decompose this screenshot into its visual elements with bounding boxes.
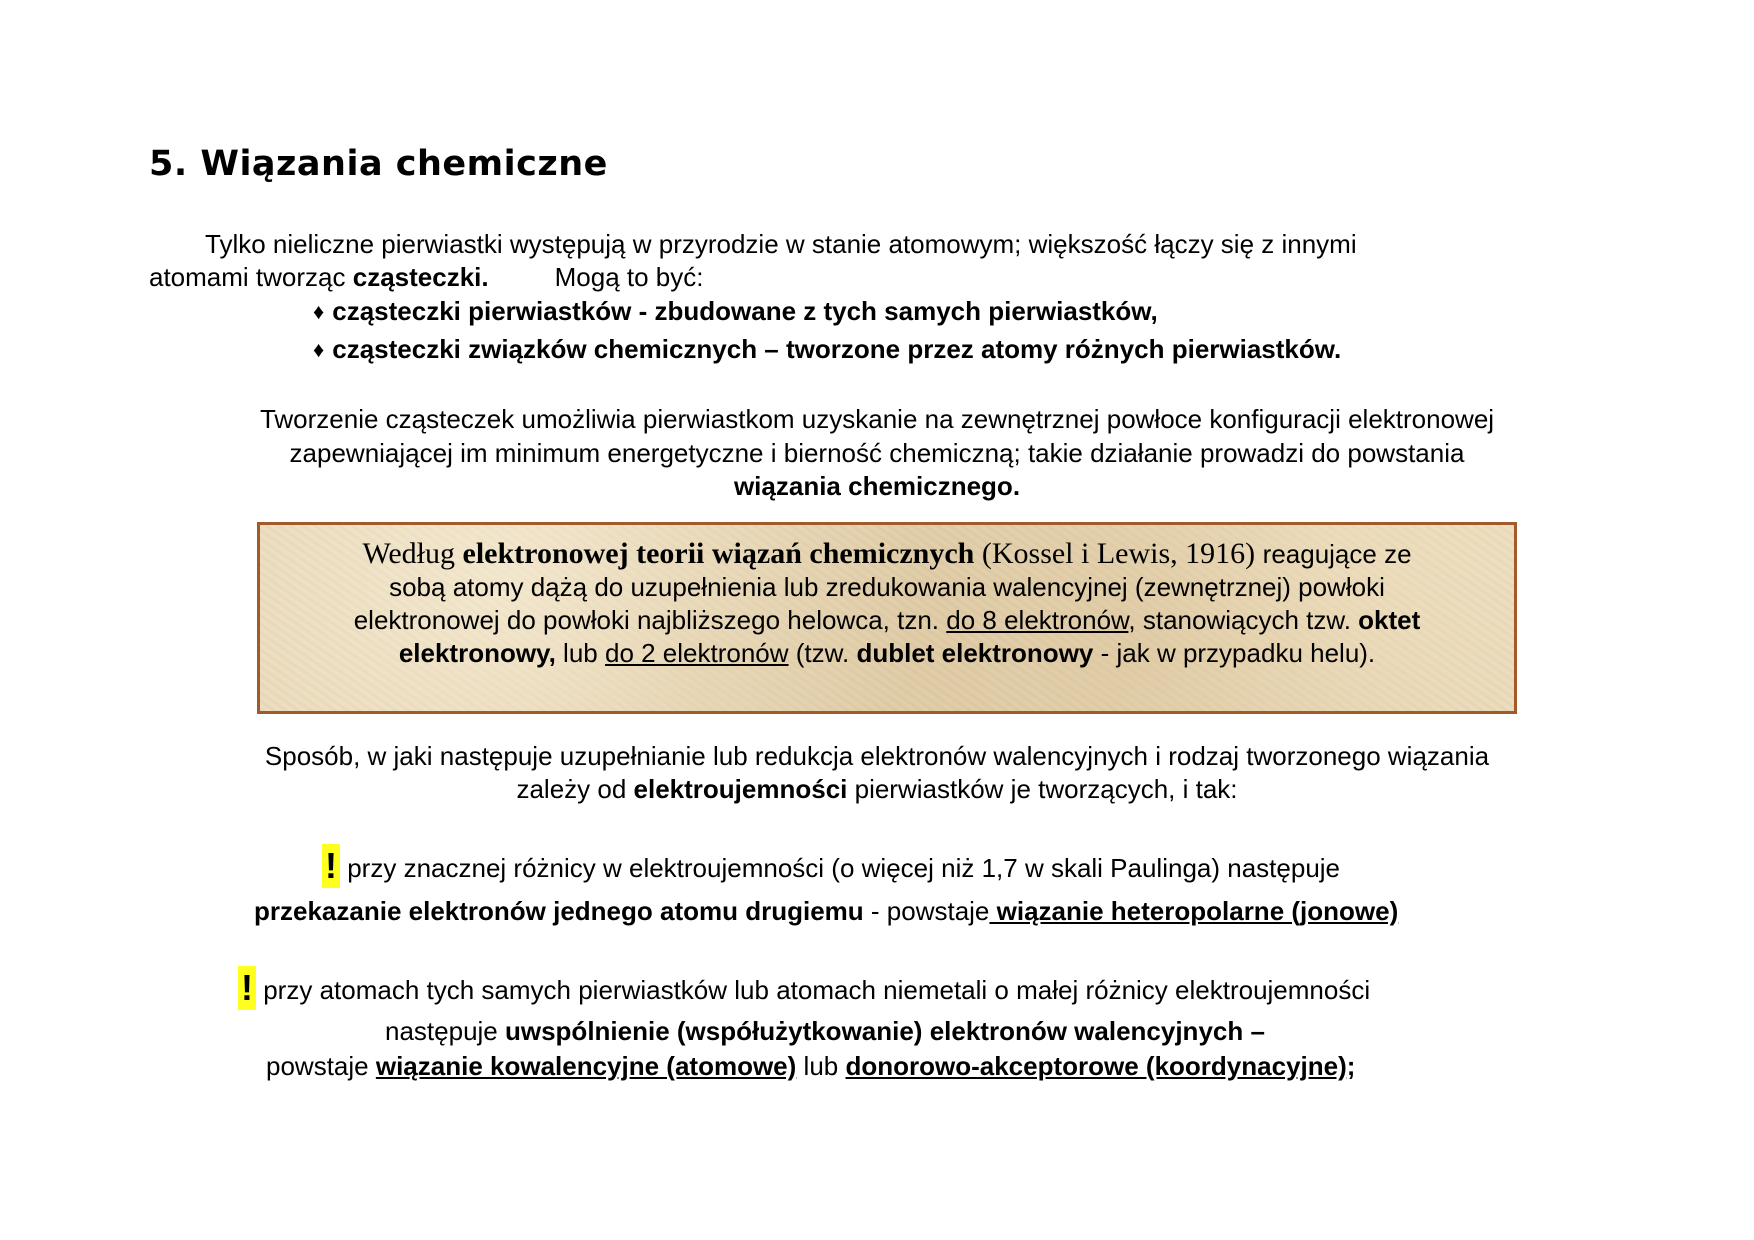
para2-line-2: zapewniającej im minimum energetyczne i bierność chemiczną; takie działanie prowadzi do powstania [289, 438, 1465, 468]
intro-line-2: atomami tworząc cząsteczki. Mogą to być: [149, 262, 704, 292]
theory-box [257, 522, 1517, 714]
bullet-item: ♦ cząsteczki pierwiastków - zbudowane z tych samych pierwiastków, [313, 296, 1158, 326]
box-line-1: Według elektronowej teorii wiązań chemicznych (Kossel i Lewis, 1916) reagujące ze [362, 537, 1412, 570]
box-line-3: elektronowej do powłoki najbliższego helowca, tzn. do 8 elektronów, stanowiących tzw. oktet [353, 605, 1421, 635]
box-line-2: sobą atomy dążą do uzupełnienia lub zredukowania walencyjnej (zewnętrznej) powłoki [389, 572, 1385, 602]
intro-line-1: Tylko nieliczne pierwiastki występują w przyrodzie w stanie atomowym; większość łączy się z innymi [205, 229, 1357, 259]
box-line-4: elektronowy, lub do 2 elektronów (tzw. dublet elektronowy - jak w przypadku helu). [398, 638, 1376, 668]
keyword-czasteczki: cząsteczki. [352, 262, 489, 292]
bullet-item: ♦ cząsteczki związków chemicznych – tworzone przez atomy różnych pierwiastków. [313, 334, 1342, 364]
para2-line-3: wiązania chemicznego. [733, 471, 1021, 501]
point2-line-1: ! przy atomach tych samych pierwiastków lub atomach niemetali o małej różnicy elektroujemności [238, 970, 1370, 1014]
para3-line-1: Sposób, w jaki następuje uzupełnianie lub redukcja elektronów walencyjnych i rodzaj tworzonego wiązania [264, 741, 1490, 771]
exclamation-icon: ! [238, 966, 256, 1010]
point1-line-2: przekazanie elektronów jednego atomu drugiemu - powstaje wiązanie heteropolarne (jonowe) [254, 896, 1399, 926]
diamond-bullet-icon: ♦ [313, 299, 325, 324]
exclamation-icon: ! [322, 844, 340, 888]
para2-line-1: Tworzenie cząsteczek umożliwia pierwiastkom uzyskanie na zewnętrznej powłoce konfiguracji elektronowej [259, 404, 1495, 434]
point1-line-1: ! przy znacznej różnicy w elektroujemności (o więcej niż 1,7 w skali Paulinga) następuje [322, 848, 1340, 892]
diamond-bullet-icon: ♦ [313, 337, 325, 362]
point2-line-2: następuje uwspólnienie (współużytkowanie) elektronów walencyjnych – [385, 1016, 1265, 1046]
para3-line-2: zależy od elektroujemności pierwiastków je tworzących, i tak: [516, 774, 1238, 804]
point2-line-3: powstaje wiązanie kowalencyjne (atomowe) lub donorowo-akceptorowe (koordynacyjne); [266, 1051, 1356, 1081]
page-title: 5. Wiązania chemiczne [149, 144, 608, 184]
